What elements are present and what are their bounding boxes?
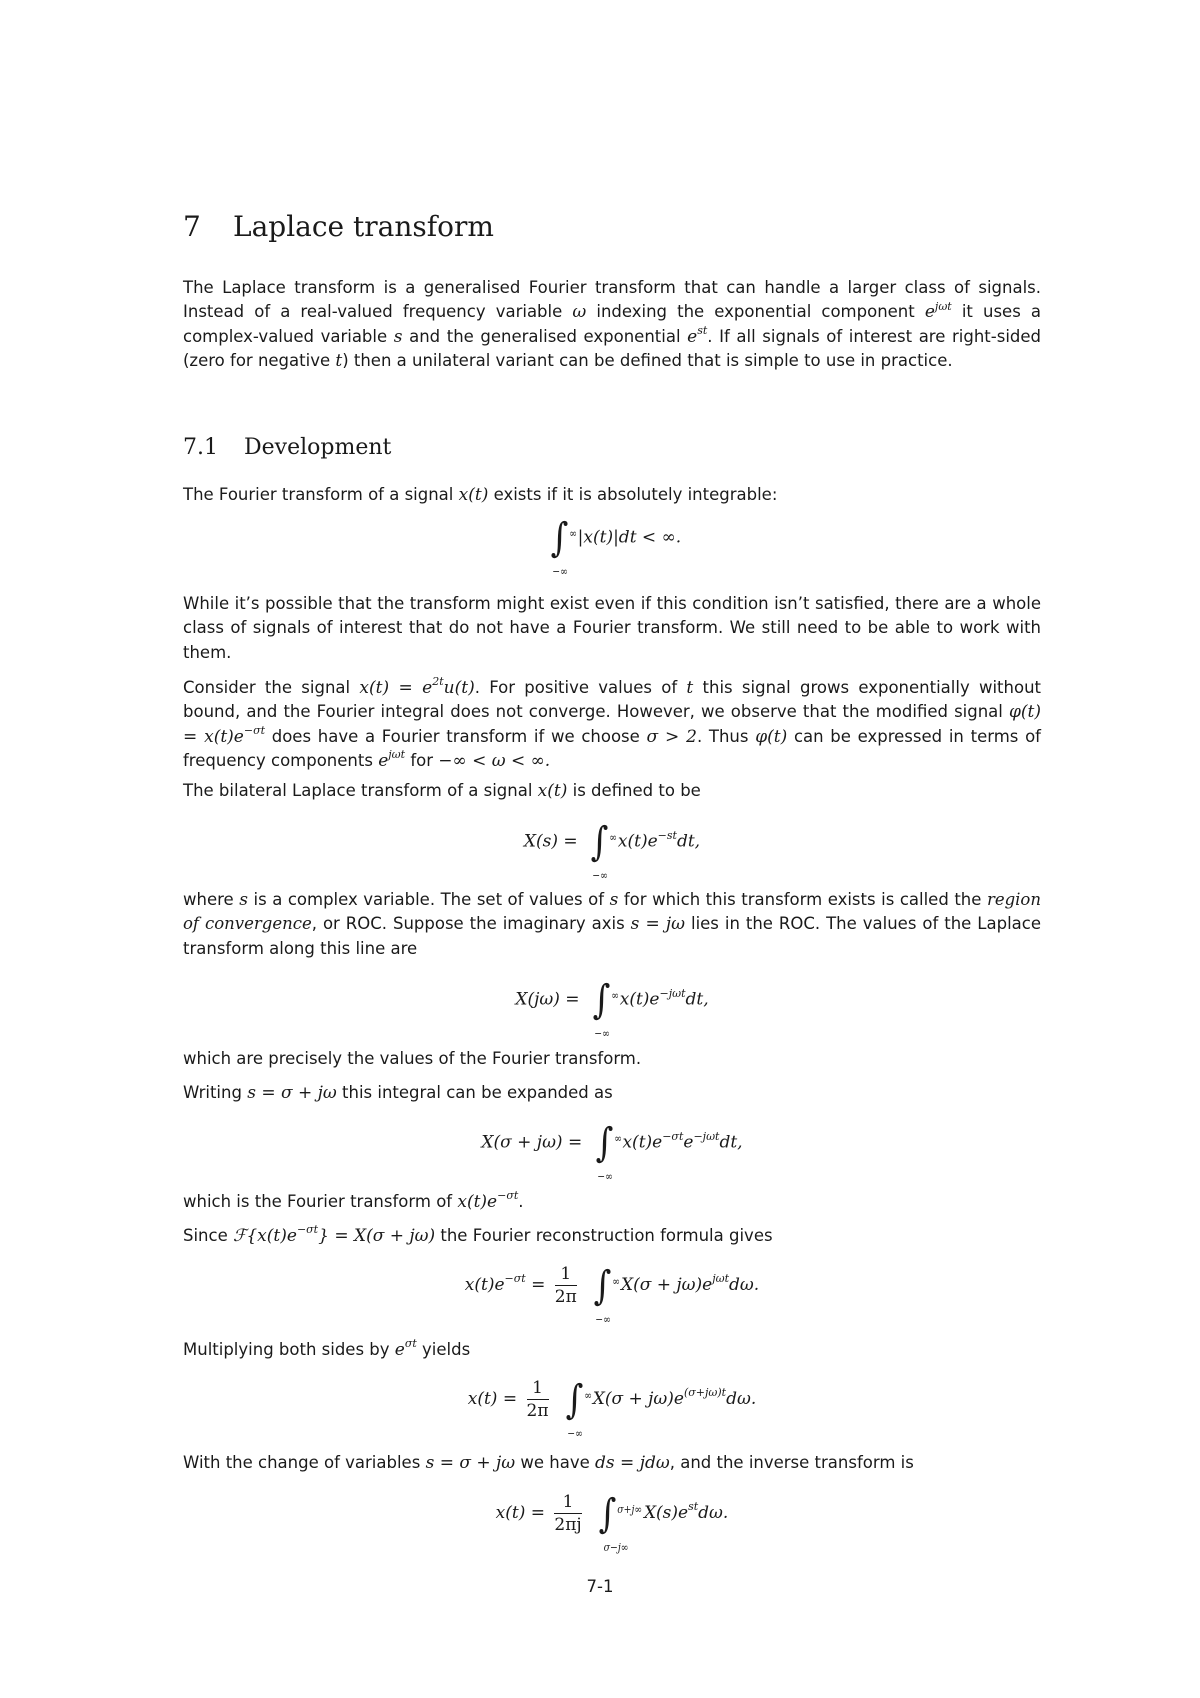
text-span: the Fourier reconstruction formula gives [440,1226,773,1245]
math-inline: s = σ + jω [247,1083,337,1103]
text-span: . Thus [696,726,749,746]
paragraph-fourier-limit [183,592,1041,665]
integral-upper-limit: ∞ [612,1274,621,1288]
exponent: −jωt [693,1129,720,1143]
paragraph-absolute-integrability [183,483,1041,507]
integral-sign: ∫ ∞ −∞ [550,518,568,558]
text-span: can be expressed in [793,726,964,746]
intro-text: a complex-valued variable [183,302,1042,346]
math-omega: ω [572,302,587,323]
integral-lower-limit: −∞ [595,1312,612,1326]
text-span: |x(t)|dt < ∞. [577,527,682,548]
text-span: } = X(σ + jω) [318,1226,436,1246]
integral-sign: ∫ σ+j∞ σ−j∞ [599,1494,617,1534]
text-span: Writing [183,1083,242,1102]
integral-sign: ∫ ∞ −∞ [565,1380,583,1420]
integral-upper-limit: ∞ [609,831,618,844]
text-span: does have a Fourier transform if we choose [271,726,640,746]
text-span: With the change of variables [183,1453,421,1472]
text-span: u(t) [443,678,475,698]
text-span: x(t) = [495,1503,551,1523]
text-span: x(t)e [464,1275,505,1295]
text-span: dω. [729,1275,760,1295]
math-s: s [393,326,403,347]
intro-text: . If all signals of interest are [707,326,946,346]
text-span: this integral can be expanded as [342,1083,613,1102]
integral-lower-limit: −∞ [567,1426,583,1440]
text-span: X(s)e [643,1503,689,1523]
paragraph-since [183,1224,1041,1248]
math-inline [233,1223,436,1246]
exponent: st [688,1500,699,1514]
text-span: work with them. [183,618,1041,662]
integral-sign: ∫ ∞ −∞ [591,822,609,862]
exponent: −σt [497,1189,519,1203]
math-inline: t [686,678,694,698]
text-span: 2πj [554,1515,582,1535]
exponent: −st [657,828,677,842]
section-number: 7.1 [183,435,218,460]
integral-upper-limit: ∞ [569,527,577,540]
text-span: which are precisely the values of the Fourier transform. [183,1049,642,1068]
math-t: t [335,350,343,371]
integral-sign: ∫ ∞ −∞ [595,1123,613,1163]
exponent: σt [404,1337,417,1351]
equation-absolute-integrable [183,515,1041,578]
math-inline: x(t) [458,485,489,505]
section-title: Development [244,435,392,460]
math-inline: s [239,890,248,910]
text-span: φ(t) = x(t)e [183,702,1042,747]
text-span: bound, and the Fourier integral does not converge. However, we observe that the modified signal [183,702,1003,722]
equation-reconstruction [183,1262,1041,1326]
text-span: e [378,750,389,771]
math-inline [378,748,406,771]
intro-text: and the generalised exponential [409,326,681,346]
integral-lower-limit: −∞ [594,1027,610,1040]
text-span: where [183,890,234,909]
text-span: . For positive values of [474,678,678,697]
text-span: = [525,1275,551,1295]
text-span: , or ROC. Suppose the imaginary axis [311,914,625,934]
term-region-of-convergence: region of convergence [183,890,1041,934]
exponent: jωt [934,299,952,313]
integral-lower-limit: −∞ [596,1170,613,1183]
text-span: 2π [554,1287,577,1307]
text-span: e [683,1132,694,1153]
exponent: −σt [504,1272,526,1286]
paragraph-writing-s [183,1081,1041,1105]
text-span: 1 [554,1492,581,1514]
paragraph-bilateral-def [183,779,1041,803]
chapter-title: Laplace transform [233,210,494,243]
text-span: is a complex variable. The set of values of [253,890,605,909]
equation-xt-expanded [183,1376,1041,1440]
intro-paragraph [183,276,1041,373]
math-inline: σ > 2 [646,726,697,747]
math-inline [394,1337,417,1360]
paragraph-change-of-variables [183,1451,1041,1475]
integral-upper-limit: ∞ [613,1132,622,1145]
text-span: x(t)e [457,1192,498,1212]
text-span: e [687,326,698,347]
math-inline: s = jω [630,914,686,935]
intro-text: indexing the exponential component [596,302,915,322]
text-span: dt, [719,1132,743,1153]
text-span: x(t)e [619,989,660,1010]
text-span: dt, [685,989,709,1010]
text-span: for [410,750,434,770]
paragraph-roc [183,888,1041,961]
fraction [527,1378,549,1421]
integral-upper-limit: σ+j∞ [617,1502,643,1516]
text-span: e [394,1340,405,1360]
integral-lower-limit: −∞ [552,565,568,578]
text-span: ℱ{x(t)e [233,1226,297,1246]
exponent: −σt [662,1129,684,1143]
text-span: The Fourier transform of a signal [183,485,454,504]
equation-laplace-definition [183,819,1041,882]
text-span: yields [422,1340,471,1359]
text-span: lies in the ROC. The values of [690,914,939,934]
text-span: While it’s possible that the transform might exist even if this condition isn’t satisfied, there are a [183,594,987,613]
section-heading [183,434,391,462]
fraction [554,1492,581,1535]
text-span: x(t)e [617,831,658,852]
math-inline: −∞ < ω < ∞. [438,750,551,771]
math-inline: x(t) [537,781,568,801]
text-span: X(jω) = [515,989,580,1010]
text-span: dt, [676,831,701,852]
text-span: X(σ + jω) = [481,1132,583,1153]
equation-laplace-jw [183,977,1041,1040]
exponent: −σt [243,723,266,737]
math-ejwt [924,299,952,323]
text-span: exists if it is absolutely integrable: [493,485,778,504]
text-span: 1 [555,1264,577,1286]
integral-lower-limit: −∞ [592,869,608,882]
paragraph-fourier-of-damped [183,1190,1041,1214]
math-inline: s [609,890,619,910]
text-span: the Laplace transform along this line are [183,914,1041,958]
text-span: 2π [526,1401,549,1421]
intro-text: it uses [961,302,1021,322]
text-span: X(s) = [523,831,578,852]
math-inline: ds = jdω [595,1453,670,1473]
chapter-heading [183,210,494,244]
exponent: −σt [296,1223,319,1237]
math-inline [359,675,475,698]
integral-lower-limit: σ−j∞ [603,1540,629,1554]
math-inline [457,1189,519,1212]
text-span: Consider the signal [183,678,351,697]
intro-line-1: The Laplace transform is a generalised Fourier transform that can handle a larger class of signals. [183,278,1041,297]
integral-upper-limit: ∞ [584,1388,592,1402]
text-span: this signal grows exponentially without [702,678,1042,697]
text-span: X(σ + jω)e [592,1389,684,1409]
text-span: terms of frequency components [183,726,1041,770]
text-span: , and the inverse transform is [669,1453,914,1472]
exponent: (σ+jω)t [683,1386,727,1400]
text-span: is defined to be [572,781,701,800]
math-inline: s = σ + jω [425,1453,516,1473]
text-span: whole class of signals of interest that do not have a Fourier transform. We still need to be able to [183,594,1041,638]
text-span: x(t) = [467,1389,523,1409]
integral-sign: ∫ ∞ −∞ [594,1266,612,1306]
text-span: Since [183,1226,228,1245]
exponent: jωt [388,748,406,762]
text-span: x(t)e [622,1132,663,1153]
chapter-number: 7 [183,210,201,243]
text-span: e [924,302,935,323]
paragraph-fourier-values [183,1047,1041,1071]
intro-text: right-sided (zero for negative [183,326,1042,370]
text-span: we have [520,1453,590,1472]
text-span: for which this transform exists is called the [623,890,982,909]
integral-sign: ∫ ∞ −∞ [592,980,610,1020]
exponent: −jωt [659,986,686,1000]
fraction [555,1264,577,1307]
text-span: x(t) = e [359,678,433,698]
intro-text: practice. [880,350,953,370]
paragraph-multiplying [183,1338,1041,1362]
exponent: st [697,323,708,337]
intro-text: ) then a unilateral variant can be defined that is simple to use in [342,350,876,370]
equation-inverse-laplace [183,1490,1041,1554]
exponent: jωt [712,1272,730,1286]
equation-expanded [183,1120,1041,1183]
exponent: 2t [432,675,444,689]
text-span: The bilateral Laplace transform of a signal [183,781,533,800]
paragraph-example-signal [183,676,1041,773]
text-span: which is the Fourier transform of [183,1192,453,1211]
intro-text: Instead of a real-valued frequency variable [183,302,563,322]
text-span: X(σ + jω)e [621,1275,713,1295]
text-span: dω. [698,1503,729,1523]
text-span: dω. [726,1389,757,1409]
math-est [687,323,708,347]
page-number: 7-1 [586,1577,614,1596]
integral-upper-limit: ∞ [611,989,619,1002]
text-span: . [518,1192,524,1211]
text-span: Multiplying both sides by [183,1340,390,1359]
text-span: 1 [527,1378,549,1400]
math-inline: φ(t) [755,726,788,747]
